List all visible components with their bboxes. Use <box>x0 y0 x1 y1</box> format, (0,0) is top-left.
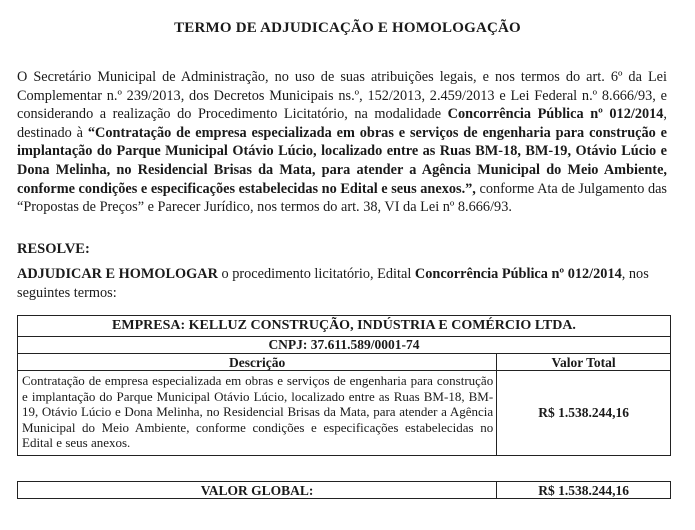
descricao-cell: Contratação de empresa especializada em obras e serviços de engenharia para construção e implantação do Parque Municipal Otávio Lúcio, localizado entre as Ruas BM-18, BM-19, Otávio Lúcio e Dona Melinha, no Residencial Brisas da Mata, para atender a Agência Municipal do Meio Ambiente, conforme condições e especificações estabelecidas no Edital e seus anexos. <box>18 371 497 456</box>
table-row <box>18 337 671 354</box>
column-header-valor: Valor Total <box>497 354 671 371</box>
cnpj-header: CNPJ: 37.611.589/0001-74 <box>18 337 671 354</box>
valor-global-label: VALOR GLOBAL: <box>18 482 497 499</box>
adjudicar-text-2: , nos seguintes termos: <box>17 266 649 301</box>
table-row <box>18 316 671 337</box>
adjudicar-paragraph <box>17 265 677 302</box>
intro-text-1: O Secretário Municipal de Administração, no uso de suas atribuições legais, e nos termos do art. 6º da Lei Complementar n.º 239/2013, dos Decretos Municipais ns.º, 152/2013, 2.459/2013 e Lei Federal n.º 8.666/93, e considerando a realização do Procedimento Licitatório, na modalidade <box>17 69 667 123</box>
adjudicar-text-1: o procedimento licitatório, Edital <box>217 266 415 282</box>
objeto-bold: “Contratação de empresa especializada em obras e serviços de engenharia para construção e implantação do Parque Municipal Otávio Lúcio, localizado entre as Ruas BM-18, BM-19, Otávio Lúcio e Dona Melinha, no Residencial Brisas da Mata, para atender a Agência Municipal do Meio Ambiente, conforme condições e especificações estabelecidas no Edital e seus anexos.”, <box>17 124 668 197</box>
table-row <box>18 371 671 456</box>
valor-global-value: R$ 1.538.244,16 <box>497 482 671 499</box>
valor-global-table <box>17 481 671 499</box>
table-header-row <box>18 354 671 371</box>
empresa-header: EMPRESA: KELLUZ CONSTRUÇÃO, INDÚSTRIA E COMÉRCIO LTDA. <box>18 316 671 337</box>
valor-cell: R$ 1.538.244,16 <box>497 371 671 456</box>
intro-text-2: , destinado à <box>17 106 667 141</box>
intro-paragraph <box>17 68 667 217</box>
edital-bold: Concorrência Pública nº 012/2014 <box>414 266 622 282</box>
adjudicar-bold: ADJUDICAR E HOMOLOGAR <box>17 266 218 282</box>
document-title: TERMO DE ADJUDICAÇÃO E HOMOLOGAÇÃO <box>174 20 521 36</box>
intro-text-3: conforme Ata de Julgamento das “Propostas de Preços” e Parecer Jurídico, nos termos do art. 38, VI da Lei nº 8.666/93. <box>17 180 667 216</box>
modalidade-bold: Concorrência Pública nº 012/2014 <box>447 106 664 123</box>
adjudication-table <box>17 315 671 456</box>
column-header-descricao: Descrição <box>18 354 497 371</box>
table-row <box>18 482 671 499</box>
resolve-heading: RESOLVE: <box>17 241 90 257</box>
